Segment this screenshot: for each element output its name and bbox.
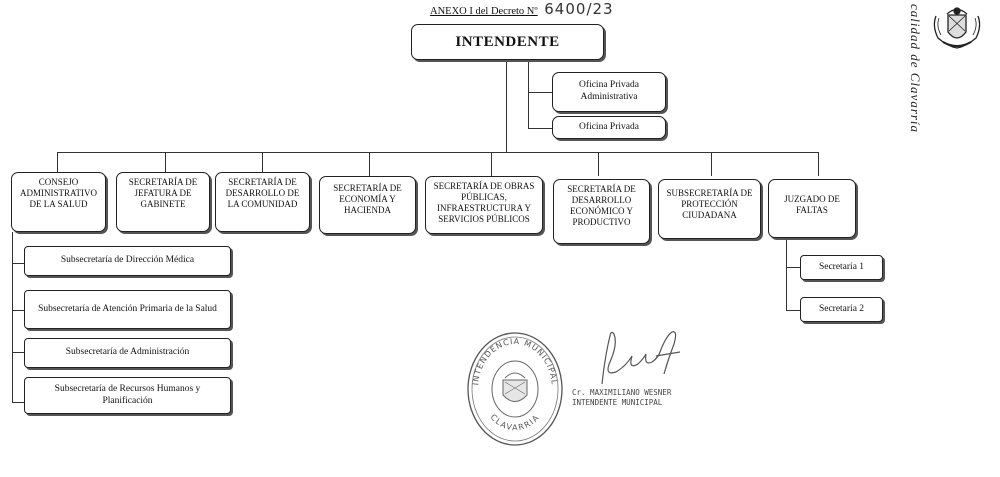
connector [786, 310, 800, 311]
intendente-label: INTENDENTE [455, 33, 560, 50]
box-desarrollo-economico [553, 179, 650, 244]
box-label: SECRETARÍA DE ECONOMÍA Y HACIENDA [333, 183, 402, 215]
box-label: Subsecretaría de Atención Primaria de la Salud [38, 303, 217, 314]
connector [12, 352, 24, 353]
seal-bottom-text: CLAVARRIA [488, 412, 542, 433]
connector [57, 152, 818, 153]
decree-header [430, 0, 614, 18]
signer-block [572, 388, 671, 408]
anexo-label: ANEXO I del Decreto Nº [430, 6, 538, 17]
coat-of-arms-icon [928, 2, 986, 50]
connector [598, 152, 599, 176]
box-label: Secretaría 2 [818, 303, 865, 314]
signer-name: Cr. MAXIMILIANO WESNER [572, 388, 672, 397]
box-label: Subsecretaría de Recursos Humanos y Planificación [54, 383, 201, 406]
box-label: JUZGADO DE FALTAS [784, 194, 840, 215]
connector [57, 152, 58, 172]
decree-number-handwritten: 6400/23 [544, 0, 614, 18]
box-desarrollo-comunidad [215, 172, 310, 232]
connector [12, 232, 13, 402]
box-label: SUBSECRETARÍA DE PROTECCIÓN CIUDADANA [666, 188, 753, 220]
connector [528, 128, 552, 129]
signer-title: INTENDENTE MUNICIPAL [572, 397, 663, 407]
box-consejo-salud [11, 172, 106, 232]
connector [262, 152, 263, 172]
box-intendente [411, 24, 604, 60]
box-label: Oficina Privada [579, 121, 639, 132]
connector [12, 402, 24, 403]
seal-top-text: INTENDENCIA MUNICIPAL [471, 336, 559, 386]
connector [491, 152, 492, 176]
box-subsecretaria-direccion-medica [24, 246, 231, 276]
connector [786, 267, 800, 268]
box-oficina-privada-administrativa [552, 72, 666, 112]
box-juzgado-faltas [768, 179, 856, 238]
box-label: SECRETARÍA DE OBRAS PÚBLICAS, INFRAESTRUCTURA Y SERVICIOS PÚBLICOS [433, 181, 535, 224]
connector [165, 152, 166, 172]
connector [786, 238, 787, 310]
box-subsecretaria-recursos-humanos [24, 377, 231, 414]
box-obras-publicas [425, 176, 543, 234]
svg-text:CLAVARRIA [489, 412, 542, 432]
box-economia-hacienda [319, 176, 416, 234]
box-secretaria-2 [800, 297, 883, 322]
box-subsecretaria-administracion [24, 338, 231, 368]
connector [12, 263, 24, 264]
box-subsecretaria-atencion-primaria [24, 290, 231, 329]
connector [12, 310, 24, 311]
connector [818, 152, 819, 176]
box-label: SECRETARÍA DE JEFATURA DE GABINETE [128, 177, 198, 209]
vertical-margin-text: calidad de Clavarría [908, 4, 923, 134]
box-label: CONSEJO ADMINISTRATIVO DE LA SALUD [20, 177, 97, 209]
box-label: SECRETARÍA DE DESARROLLO ECONÓMICO Y PRODUCTIVO [567, 184, 636, 227]
box-label: Oficina Privada Administrativa [579, 80, 639, 102]
box-jefatura-gabinete [116, 172, 210, 232]
box-oficina-privada [552, 116, 666, 139]
box-label: Subsecretaría de Administración [65, 347, 190, 358]
connector [528, 61, 529, 128]
box-proteccion-ciudadana [658, 179, 761, 239]
connector [711, 152, 712, 176]
box-label: SECRETARÍA DE DESARROLLO DE LA COMUNIDAD [225, 177, 300, 209]
box-label: Subsecretaría de Dirección Médica [60, 255, 195, 266]
signature-icon [596, 326, 686, 388]
connector [369, 152, 370, 176]
connector [506, 44, 507, 152]
connector [528, 92, 552, 93]
box-secretaria-1 [800, 255, 883, 280]
box-label: Secretaría 1 [818, 261, 865, 272]
municipal-seal-icon [465, 330, 565, 448]
